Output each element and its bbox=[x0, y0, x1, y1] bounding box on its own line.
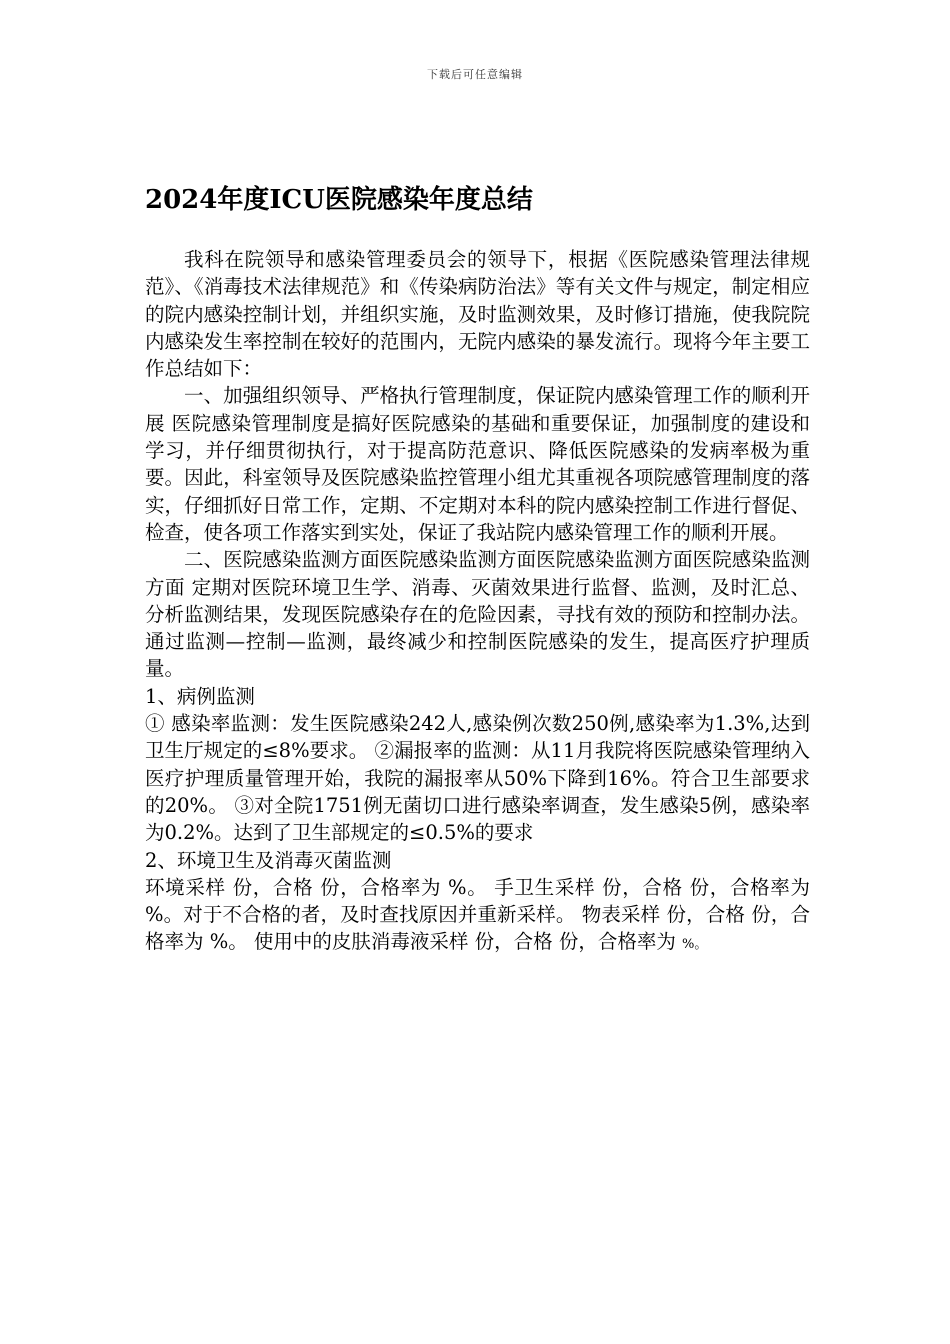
subsection-2-tail: %。 bbox=[682, 937, 708, 953]
document-body bbox=[145, 246, 810, 959]
header-note: 下载后可任意编辑 bbox=[427, 68, 523, 81]
section-1-paragraph: 一、加强组织领导、严格执行管理制度，保证院内感染管理工作的顺利开展 医院感染管理制度是搞好医院感染的基础和重要保证，加强制度的建设和学习，并仔细贯彻执行，对于提高防范意识、降低医院感染的发病率极为重要。因此，科室领导及医院感染监控管理小组尤其重视各项院感管理制度的落实，仔细抓好日常工作，定期、不定期对本科的院内感染控制工作进行督促、检查，使各项工作落实到实处，保证了我站院内感染管理工作的顺利开展。 bbox=[145, 384, 810, 544]
intro-paragraph: 我科在院领导和感染管理委员会的领导下，根据《医院感染管理法律规范》、《消毒技术法律规范》和《传染病防治法》等有关文件与规定，制定相应的院内感染控制计划，并组织实施，及时监测效果，及时修订措施，使我院院内感染发生率控制在较好的范围内，无院内感染的暴发流行。现将今年主要工作总结如下： bbox=[145, 248, 810, 381]
subsection-2-body bbox=[145, 874, 810, 959]
section-2-paragraph: 二、医院感染监测方面医院感染监测方面医院感染监测方面医院感染监测方面 定期对医院环境卫生学、消毒、灭菌效果进行监督、监测，及时汇总、分析监测结果，发现医院感染存在的危险因素，寻找有效的预防和控制办法。通过监测—控制—监测，最终减少和控制医院感染的发生，提高医疗护理质量。 bbox=[145, 548, 810, 681]
subsection-1-heading: 1、病例监测 bbox=[145, 684, 255, 708]
subsection-1-body: ① 感染率监测：发生医院感染242人,感染例次数250例,感染率为1.3%,达到卫生厅规定的≤8%要求。 ②漏报率的监测：从11月我院将医院感染管理纳入医疗护理质量管理开始，我院的漏报率从50%下降到16%。符合卫生部要求的20%。 ③对全院1751例无菌切口进行感染率调查，发生感染5例，感染率为0.2%。达到了卫生部规定的≤0.5%的要求 bbox=[145, 712, 810, 845]
subsection-2-heading: 2、环境卫生及消毒灭菌监测 bbox=[145, 848, 392, 872]
subsection-2-text: 环境采样 份，合格 份，合格率为 %。 手卫生采样 份，合格 份，合格率为 %。对于不合格的者，及时查找原因并重新采样。 物表采样 份，合格 份，合格率为 %。 使用中的皮肤消毒液采样 份，合格 份，合格率为 bbox=[145, 875, 810, 954]
document-title: 2024年度ICU医院感染年度总结 bbox=[145, 185, 533, 215]
